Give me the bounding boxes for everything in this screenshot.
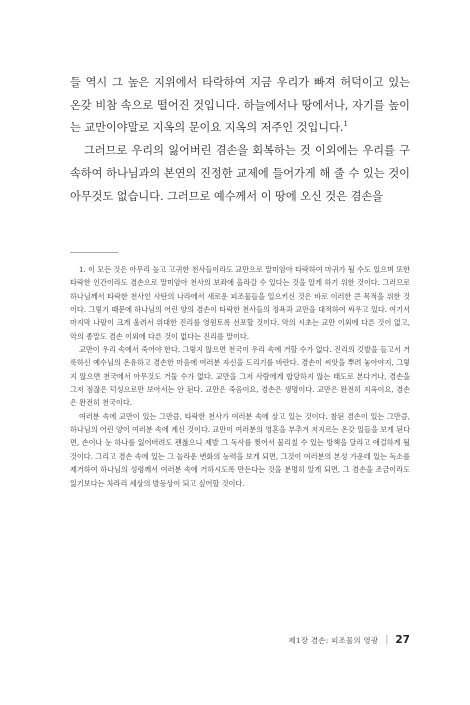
- footnote-paragraph-2: 교만이 우리 속에서 죽어야 한다. 그렇지 않으면 천국이 우리 속에 거할 수가 없다. 진리의 깃발을 들고서 거룩하신 예수님의 온유하고 겸손한 마음에 여러분 자신을 드리기를 바란다. 겸손이 씨앗을 뿌려 놓아야지, 그렇지 않으면 천국에서 아무것도 거둘 수가 없다. 교만을 그저 사람에게 합당하지 않는 태도로 본다거나, 겸손을 그저 점잖은 덕성으로만 보아서는 안 된다. 교만은 죽음이요, 겸손은 생명이다. 교만은 완전히 지옥이요, 겸손은 완전히 천국이다.: [70, 345, 410, 408]
- paragraph-1-text: 들 역시 그 높은 지위에서 타락하여 지금 우리가 빠져 허덕이고 있는 온갖 비참 속으로 떨어진 것입니다. 하늘에서나 땅에서나, 자기를 높이는 교만이야말로 지옥의 문이요 지옥의 저주인 것입니다.: [70, 76, 410, 135]
- main-text: [70, 72, 410, 208]
- footnote-1: 1. 이 모든 것은 아무리 높고 고귀한 천사들이라도 교만으로 말미암아 타락하여 마귀가 될 수도 있으며 또한 타락한 인간이라도 겸손으로 말미암아 천사의 보좌에 올라갈 수 있다는 것을 알게 하기 위한 것이다. 그러므로 하나님께서 타락한 천사인 사탄의 나라에서 새로운 피조물들을 일으키신 것은 바로 이러한 큰 목적을 위한 것이다. 그렇기 때문에 하나님의 어린 양의 겸손이 타락한 천사들의 정욕과 교만을 대적하여 싸우고 있다. 여기서 마지막 나팔이 크게 울려서 위대한 진리를 영원토록 선포할 것이다. 악의 시초는 교만 이외에 다른 것이 없고, 악의 종말도 겸손 이외에 다른 것이 없다는 진리를 말이다.: [70, 265, 410, 341]
- footnote-divider: [70, 252, 118, 253]
- page-footer: [288, 634, 410, 646]
- paragraph-2: 그러므로 우리의 잃어버린 겸손을 회복하는 것 이외에는 우리를 구속하여 하나님과의 본연의 진정한 교제에 들어가게 해 줄 수 있는 것이 아무것도 없습니다. 그러므로 예수께서 이 땅에 오신 것은 겸손을: [70, 144, 410, 203]
- footer-separator: |: [385, 635, 389, 645]
- running-footer-chapter: 제1장 겸손: 피조물의 영광: [288, 635, 379, 645]
- footnotes: [70, 263, 410, 490]
- footnote-marker[interactable]: 1: [343, 120, 348, 129]
- paragraph-1: [70, 72, 410, 140]
- page-number: 27: [395, 634, 410, 646]
- footnote-paragraph-3: 여러분 속에 교만이 있는 그만큼, 타락한 천사가 여러분 속에 살고 있는 것이다. 참된 겸손이 있는 그만큼, 하나님의 어린 양이 여러분 속에 계신 것이다. 교만이 여러분의 영혼을 부추겨 저지르는 온갖 일들을 보게 된다면, 손이나 눈 하나를 잃어버려도 괜찮으니 제발 그 독사를 찢어서 물리칠 수 있는 방책을 달라고 애걸하게 될 것이다. 그리고 겸손 속에 있는 그 놀라운 변화의 능력을 보게 되면, 그것이 여러분의 본성 가운데 있는 독소를 제거하여 하나님의 성령께서 여러분 속에 거하시도록 만든다는 것을 분명히 알게 되면, 그 겸손을 조금이라도 잃기보다는 차라리 세상의 발등상이 되고 싶어할 것이다.: [70, 411, 410, 488]
